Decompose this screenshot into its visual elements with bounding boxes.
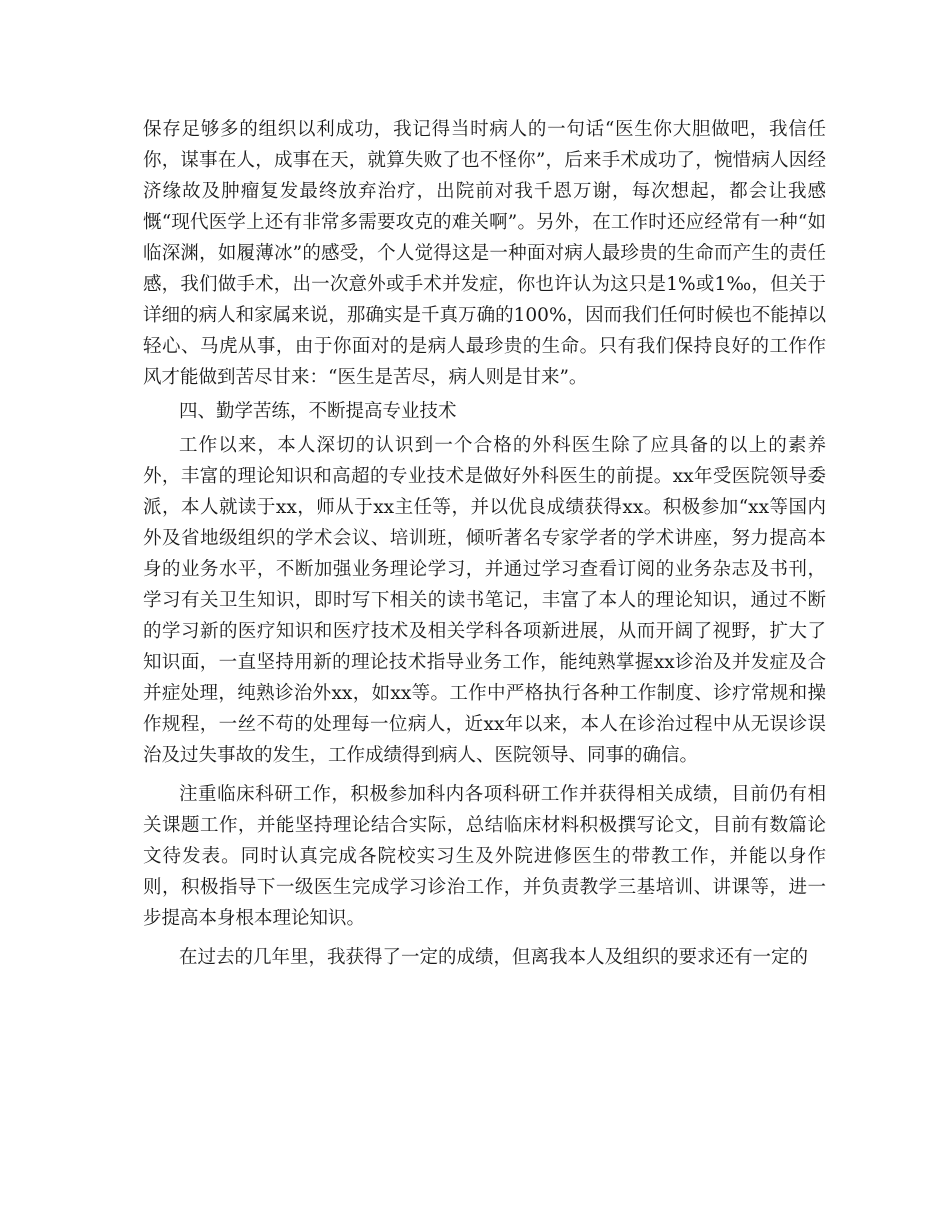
paragraph-study: 工作以来，本人深切的认识到一个合格的外科医生除了应具备的以上的素养外，丰富的理论知识和高超的专业技术是做好外科医生的前提。xx年受医院领导委派，本人就读于xx，师从于xx主任等，并以优良成绩获得xx。积极参加“xx等国内外及省地级组织的学术会议、培训班，倾听著名专家学者的学术讲座，努力提高本身的业务水平，不断加强业务理论学习，并通过学习查看订阅的业务杂志及书刊，学习有关卫生知识，即时写下相关的读书笔记，丰富了本人的理论知识，通过不断的学习新的医疗知识和医疗技术及相关学科各项新进展，从而开阔了视野，扩大了知识面，一直坚持用新的理论技术指导业务工作，能纯熟掌握xx诊治及并发症及合并症处理，纯熟诊治外xx，如xx等。工作中严格执行各种工作制度、诊疗常规和操作规程，一丝不苟的处理每一位病人，近xx年以来，本人在诊治过程中从无误诊误治及过失事故的发生，工作成绩得到病人、医院领导、同事的确信。	[143, 435, 826, 766]
paragraph-research: 注重临床科研工作，积极参加科内各项科研工作并获得相关成绩，目前仍有相关课题工作，并能坚持理论结合实际，总结临床材料积极撰写论文，目前有数篇论文待发表。同时认真完成各院校实习生及外院进修医生的带教工作，并能以身作则，积极指导下一级医生完成学习诊治工作，并负责教学三基培训、讲课等，进一步提高本身根本理论知识。	[143, 784, 826, 929]
section-heading: 四、勤学苦练，不断提高专业技术	[179, 401, 457, 422]
paragraph-summary: 在过去的几年里，我获得了一定的成绩，但离我本人及组织的要求还有一定的	[179, 947, 809, 968]
paragraph-continuation: 保存足够多的组织以利成功，我记得当时病人的一句话“医生你大胆做吧，我信任你，谋事在人，成事在天，就算失败了也不怪你”，后来手术成功了，惋惜病人因经济缘故及肿瘤复发最终放弃治疗，出院前对我千恩万谢，每次想起，都会让我感慨“现代医学上还有非常多需要攻克的难关啊”。另外，在工作时还应经常有一种“如临深渊，如履薄冰”的感受，个人觉得这是一种面对病人最珍贵的生命而产生的责任感，我们做手术，出一次意外或手术并发症，你也许认为这只是1%或1‰，但关于详细的病人和家属来说，那确实是千真万确的100%，因而我们任何时候也不能掉以轻心、马虎从事，由于你面对的是病人最珍贵的生命。只有我们保持良好的工作作风才能做到苦尽甘来：“医生是苦尽，病人则是甘来”。	[143, 119, 826, 388]
document-body	[143, 114, 826, 973]
